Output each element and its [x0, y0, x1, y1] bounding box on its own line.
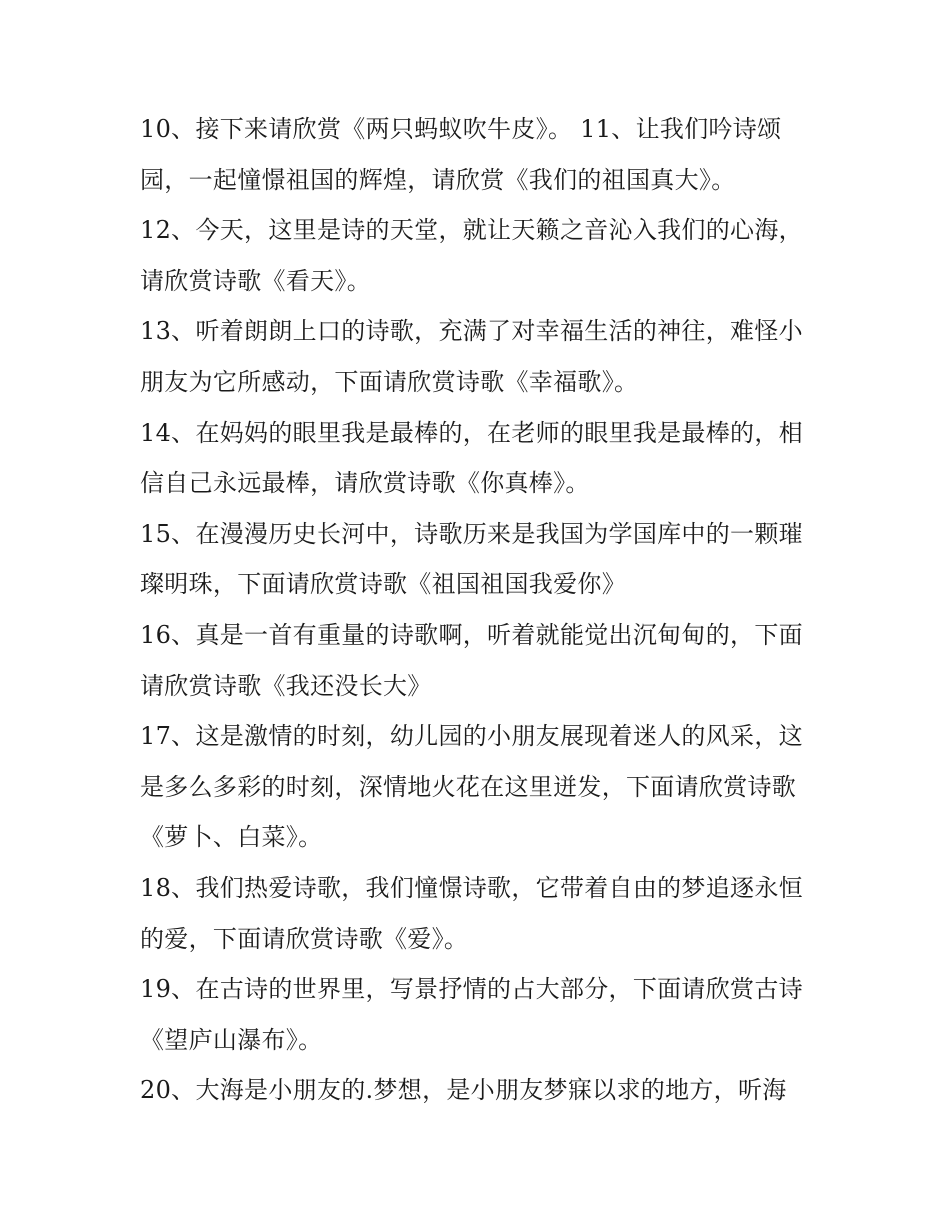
- text-line: 信自己永远最棒，请欣赏诗歌《你真棒》。: [140, 469, 590, 498]
- text-line: 10、接下来请欣赏《两只蚂蚁吹牛皮》。 11、让我们吟诗颂: [140, 115, 782, 143]
- text-line: 《萝卜、白菜》。: [140, 823, 323, 852]
- text-line: 16、真是一首有重量的诗歌啊，听着就能觉出沉甸甸的，下面: [140, 620, 803, 649]
- text-line: 《望庐山瀑布》。: [140, 1025, 323, 1054]
- text-line: 请欣赏诗歌《我还没长大》: [140, 671, 432, 700]
- text-line: 14、在妈妈的眼里我是最棒的，在老师的眼里我是最棒的，相: [140, 418, 803, 447]
- text-line: 朋友为它所感动，下面请欣赏诗歌《幸福歌》。: [140, 367, 639, 396]
- document-body: [140, 104, 820, 1116]
- text-line: 20、大海是小朋友的.梦想，是小朋友梦寐以求的地方，听海: [140, 1076, 787, 1105]
- text-line: 璨明珠，下面请欣赏诗歌《祖国祖国我爱你》: [140, 570, 626, 599]
- text-line: 19、在古诗的世界里，写景抒情的占大部分，下面请欣赏古诗: [140, 975, 803, 1004]
- text-line: 请欣赏诗歌《看天》。: [140, 266, 371, 295]
- text-line: 园，一起憧憬祖国的辉煌，请欣赏《我们的祖国真大》。: [140, 165, 736, 194]
- text-line: 13、听着朗朗上口的诗歌，充满了对幸福生活的神往，难怪小: [140, 317, 803, 346]
- text-line: 18、我们热爱诗歌，我们憧憬诗歌，它带着自由的梦追逐永恒: [140, 873, 803, 902]
- text-line: 15、在漫漫历史长河中，诗歌历来是我国为学国库中的一颗璀: [140, 519, 803, 548]
- text-line: 17、这是激情的时刻，幼儿园的小朋友展现着迷人的风采，这: [140, 722, 803, 751]
- text-line: 是多么多彩的时刻，深情地火花在这里迸发，下面请欣赏诗歌: [140, 772, 797, 801]
- text-line: 12、今天，这里是诗的天堂，就让天籁之音沁入我们的心海，: [140, 216, 803, 245]
- text-line: 的爱，下面请欣赏诗歌《爱》。: [140, 924, 469, 953]
